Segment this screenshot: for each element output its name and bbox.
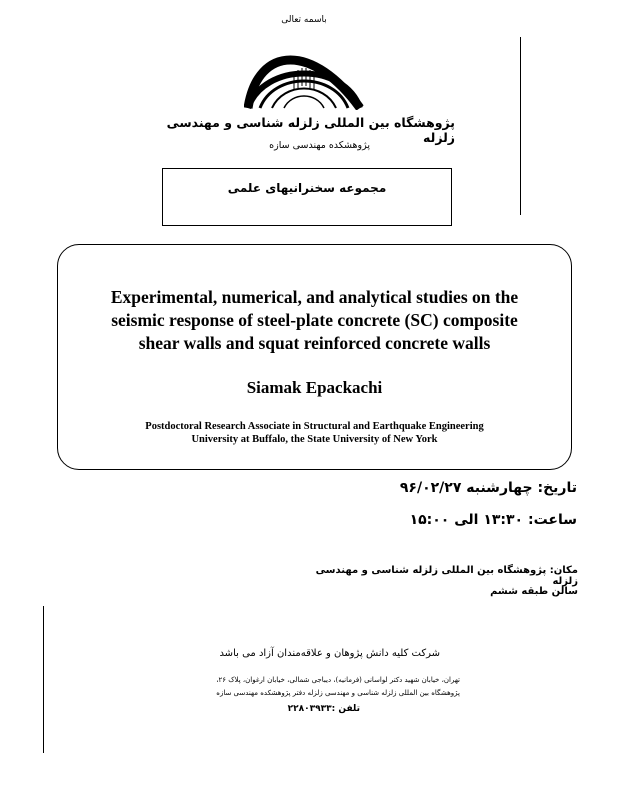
series-frame <box>162 168 452 226</box>
institute-name: پژوهشگاه بین المللی زلزله شناسی و مهندسی زلزله <box>166 115 455 145</box>
affiliation-line: Postdoctoral Research Associate in Structural and Earthquake Engineering <box>145 421 484 432</box>
address-line: پژوهشگاه بین المللی زلزله شناسی و مهندسی زلزله دفتر پژوهشکده مهندسی سازه <box>216 689 460 697</box>
institute-logo-icon <box>244 42 364 110</box>
phone-number: تلفن :۲۲۸۰۳۹۳۳ <box>287 704 360 714</box>
affiliation-line: University at Buffalo, the State University of New York <box>191 434 438 445</box>
event-location: مکان: پژوهشگاه بین المللی زلزله شناسی و مهندسی زلزله <box>315 565 578 587</box>
address-line: تهران، خیابان شهید دکتر لواسانی (فرمانیه)، دیباجی شمالی، خیابان ارغوان، پلاک ۲۶، <box>216 676 460 684</box>
speaker-name: Siamak Epackachi <box>246 378 383 397</box>
header-divider <box>520 37 521 215</box>
event-time: ساعت: ۱۳:۳۰ الی ۱۵:۰۰ <box>409 512 577 528</box>
talk-title-line: shear walls and squat reinforced concrete walls <box>138 333 491 353</box>
talk-title-line: seismic response of steel-plate concrete (SC) composite <box>111 310 518 330</box>
event-hall: سالن طبقه ششم <box>490 586 578 597</box>
invitation-text: شرکت کلیه دانش پژوهان و علاقه‌مندان آزاد می باشد <box>219 648 440 659</box>
department-name: پژوهشکده مهندسی سازه <box>269 140 370 151</box>
series-title: مجموعه سخنرانیهای علمی <box>227 181 387 195</box>
bismillah-heading: باسمه تعالی <box>281 15 327 25</box>
footer-divider <box>43 606 44 753</box>
event-date: تاریخ: چهارشنبه ۹۶/۰۲/۲۷ <box>399 480 577 496</box>
talk-title-line: Experimental, numerical, and analytical studies on the <box>110 287 519 307</box>
talk-title <box>62 286 567 355</box>
speaker-affiliation <box>62 420 567 446</box>
